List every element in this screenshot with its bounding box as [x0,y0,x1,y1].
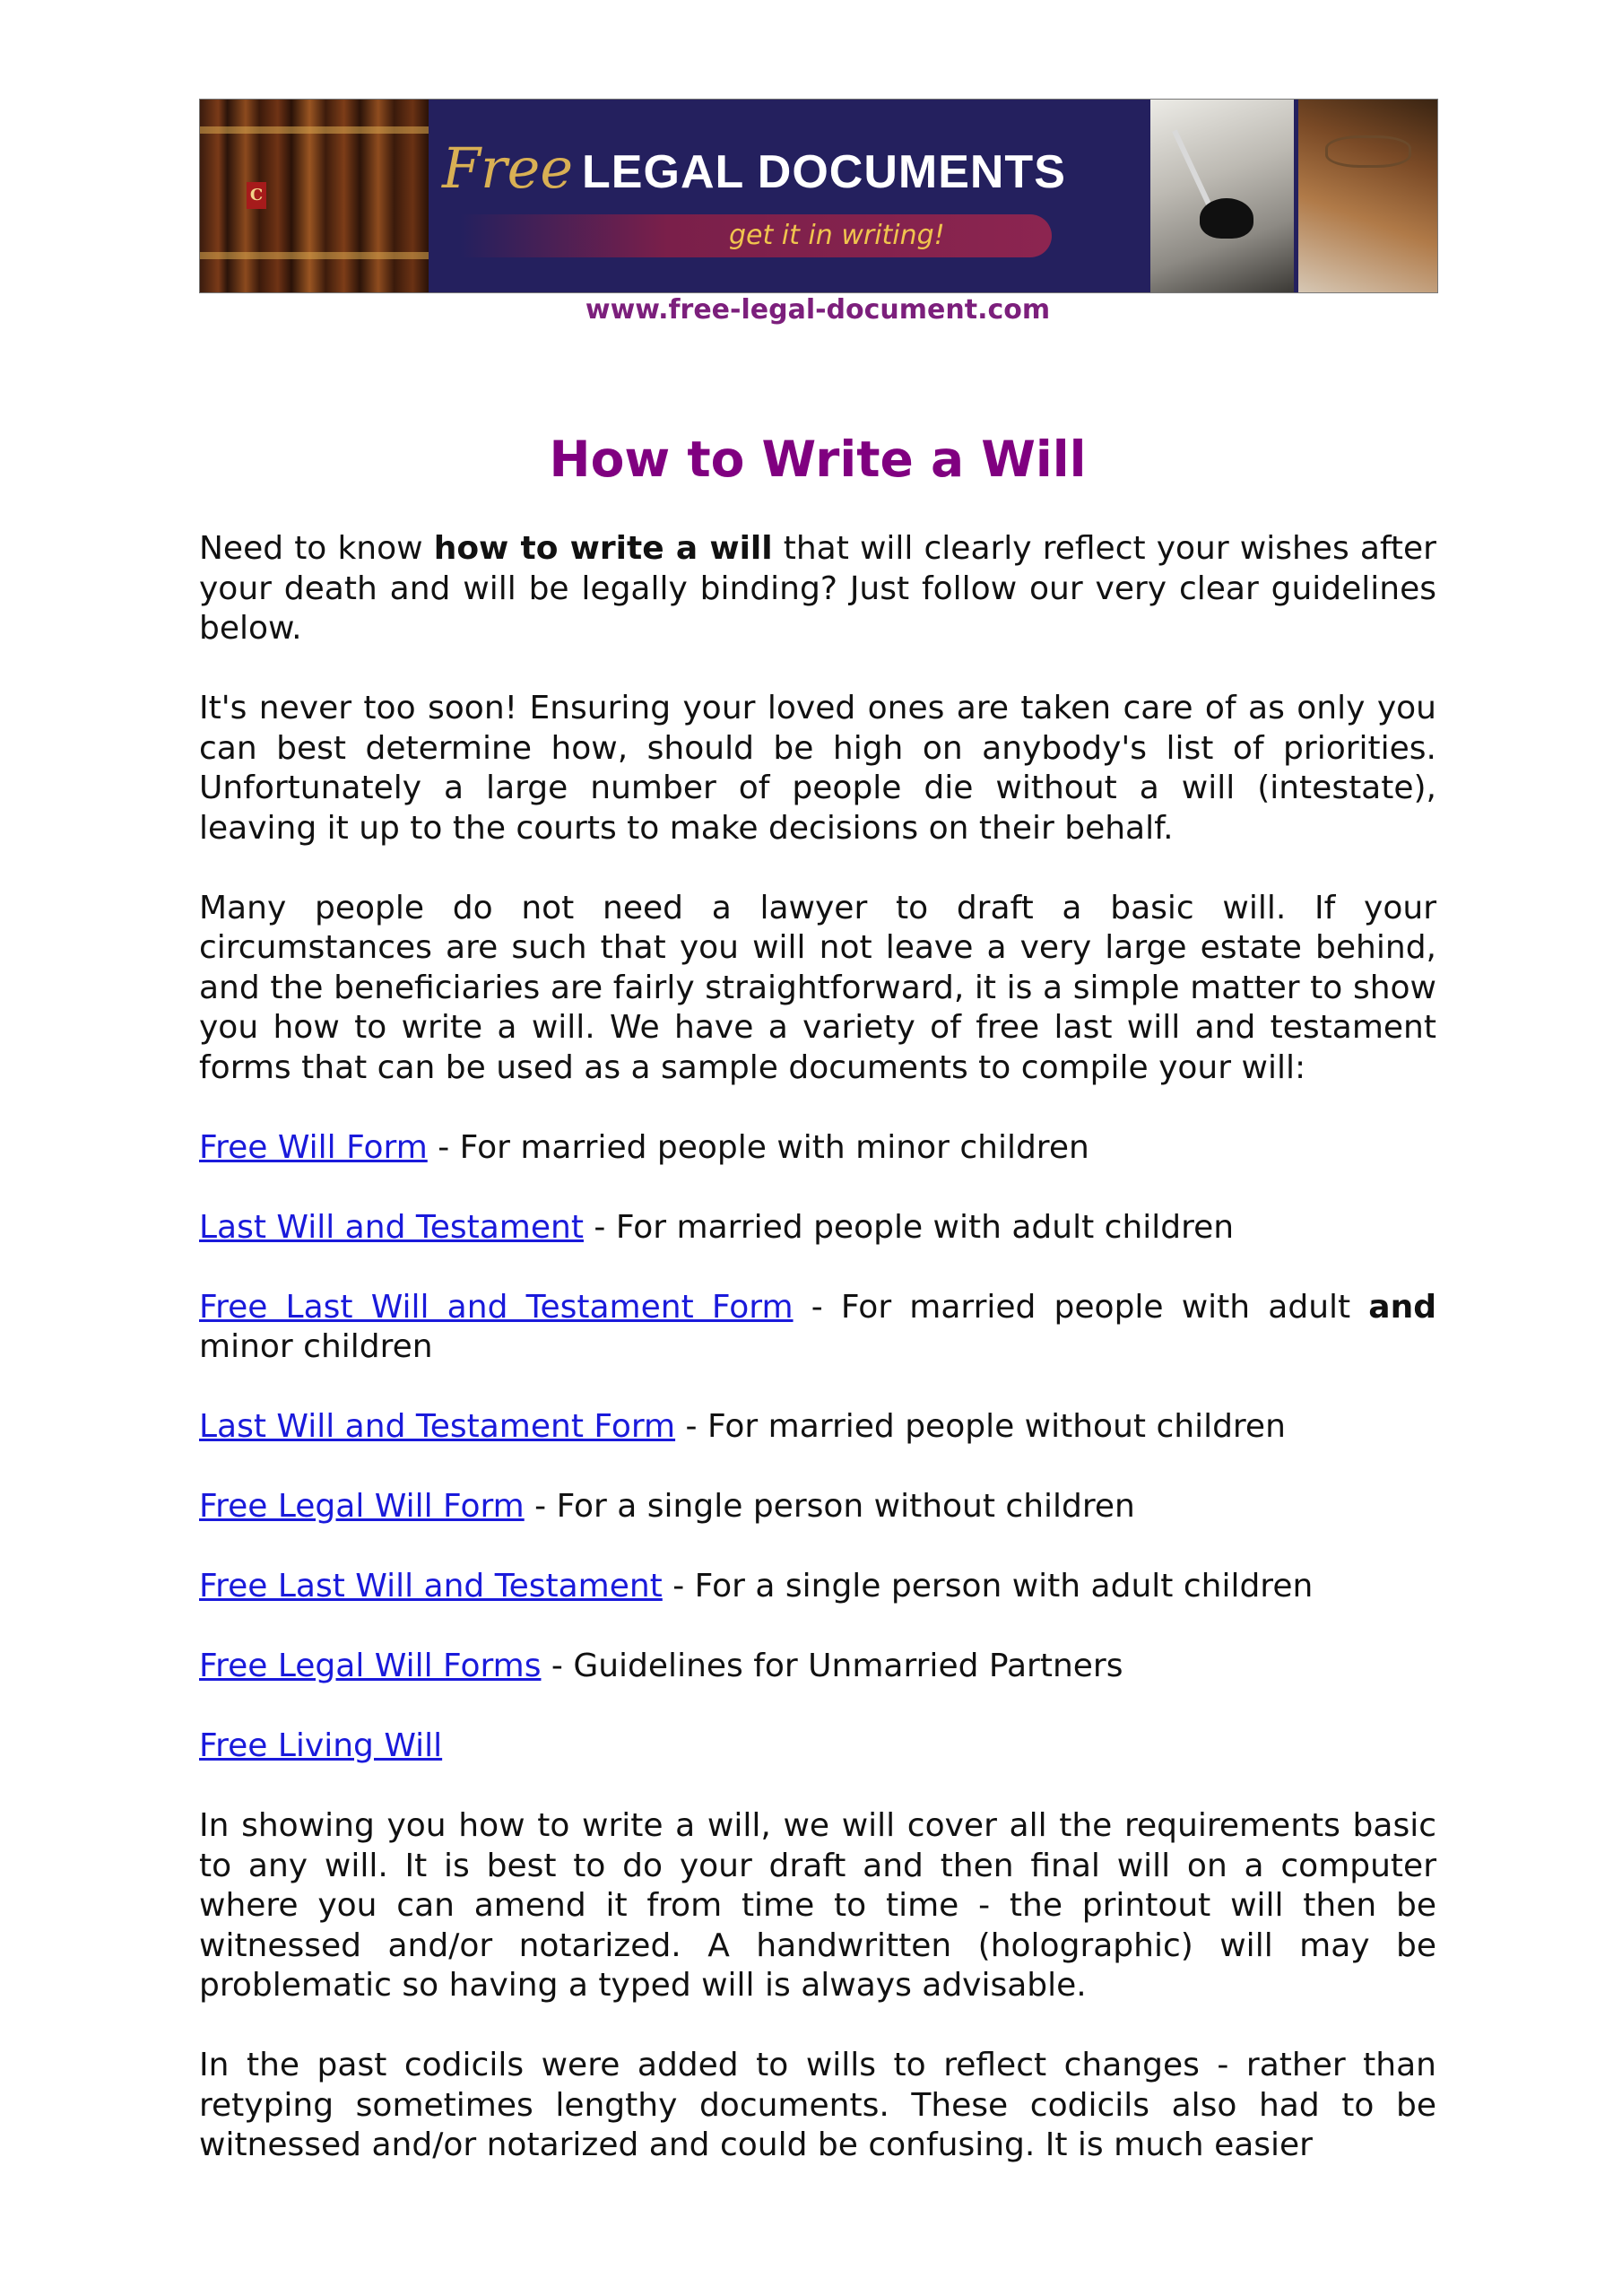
tagline: get it in writing! [729,220,945,251]
header-banner [199,99,1438,293]
list-item: Free Last Will and Testament - For a single person with adult children [199,1568,1314,1605]
brand-free: Free [442,135,574,201]
intro-paragraph: Need to know how to write a will that will clearly reflect your wishes after your death and will be legally binding? Just follow our very clear guidelines below. [199,530,1436,647]
inkwell-photo [1150,100,1294,292]
brand-logo [442,135,1066,201]
list-item: Free Last Will and Testament Form - For married people with adult and minor children [199,1288,1436,1365]
list-item: Free Legal Will Forms - Guidelines for Unmarried Partners [199,1648,1123,1684]
link-free-legal-will-forms[interactable]: Free Legal Will Forms [199,1648,542,1684]
inkwell-icon [1200,198,1253,239]
paragraph-4: In showing you how to write a will, we will cover all the requirements basic to any will. It is best to do your draft and then final will on a computer where you can amend it from time to time - the printout will then be witnessed and/or notarized. A handwritten (holographic) will may be problematic so having a typed will is always advisable. [199,1807,1436,2004]
paragraph-2: It's never too soon! Ensuring your loved ones are taken care of as only you can best determine how, should be high on anybody's list of priorities. Unfortunately a large number of people die without a will (intestate), leaving it up to the courts to make decisions on their behalf. [199,690,1436,847]
link-free-will-form[interactable]: Free Will Form [199,1128,428,1166]
brand-legal-documents: LEGAL DOCUMENTS [582,146,1066,198]
intro-bold: how to write a will [433,530,773,567]
page-title: How to Write a Will [549,430,1087,488]
law-books-image [200,100,429,292]
site-url[interactable]: www.free-legal-document.com [585,294,1051,326]
link-last-will-and-testament[interactable]: Last Will and Testament [199,1208,584,1246]
link-free-living-will[interactable]: Free Living Will [199,1727,443,1764]
link-free-last-will-and-testament-form[interactable]: Free Last Will and Testament Form [199,1288,794,1326]
list-item [199,1726,1436,1767]
desk-photo [1298,100,1437,292]
list-item: Free Will Form - For married people with minor children [199,1128,1089,1166]
quill-pen-icon [1172,129,1215,213]
list-item: Free Legal Will Form - For a single person without children [199,1488,1135,1525]
list-item: Last Will and Testament - For married people with adult children [199,1208,1235,1246]
book-label: C [247,182,266,209]
list-item: Last Will and Testament Form - For married people without children [199,1408,1286,1445]
link-free-last-will-and-testament[interactable]: Free Last Will and Testament [199,1568,663,1605]
paragraph-5: In the past codicils were added to wills to reflect changes - rather than retyping sometimes lengthy documents. These codicils also had to be witnessed and/or notarized and could be confusing. It is much easier [199,2047,1436,2163]
link-free-legal-will-form[interactable]: Free Legal Will Form [199,1488,525,1525]
glasses-icon [1325,135,1411,168]
link-last-will-and-testament-form[interactable]: Last Will and Testament Form [199,1408,676,1445]
article-body [199,529,1436,2166]
paragraph-3: Many people do not need a lawyer to draft a basic will. If your circumstances are such that you will not leave a very large estate behind, and the beneficiaries are fairly straightforward, it is a simple matter to show you how to write a will. We have a variety of free last will and testament forms that can be used as a sample documents to compile your will: [199,889,1436,1086]
